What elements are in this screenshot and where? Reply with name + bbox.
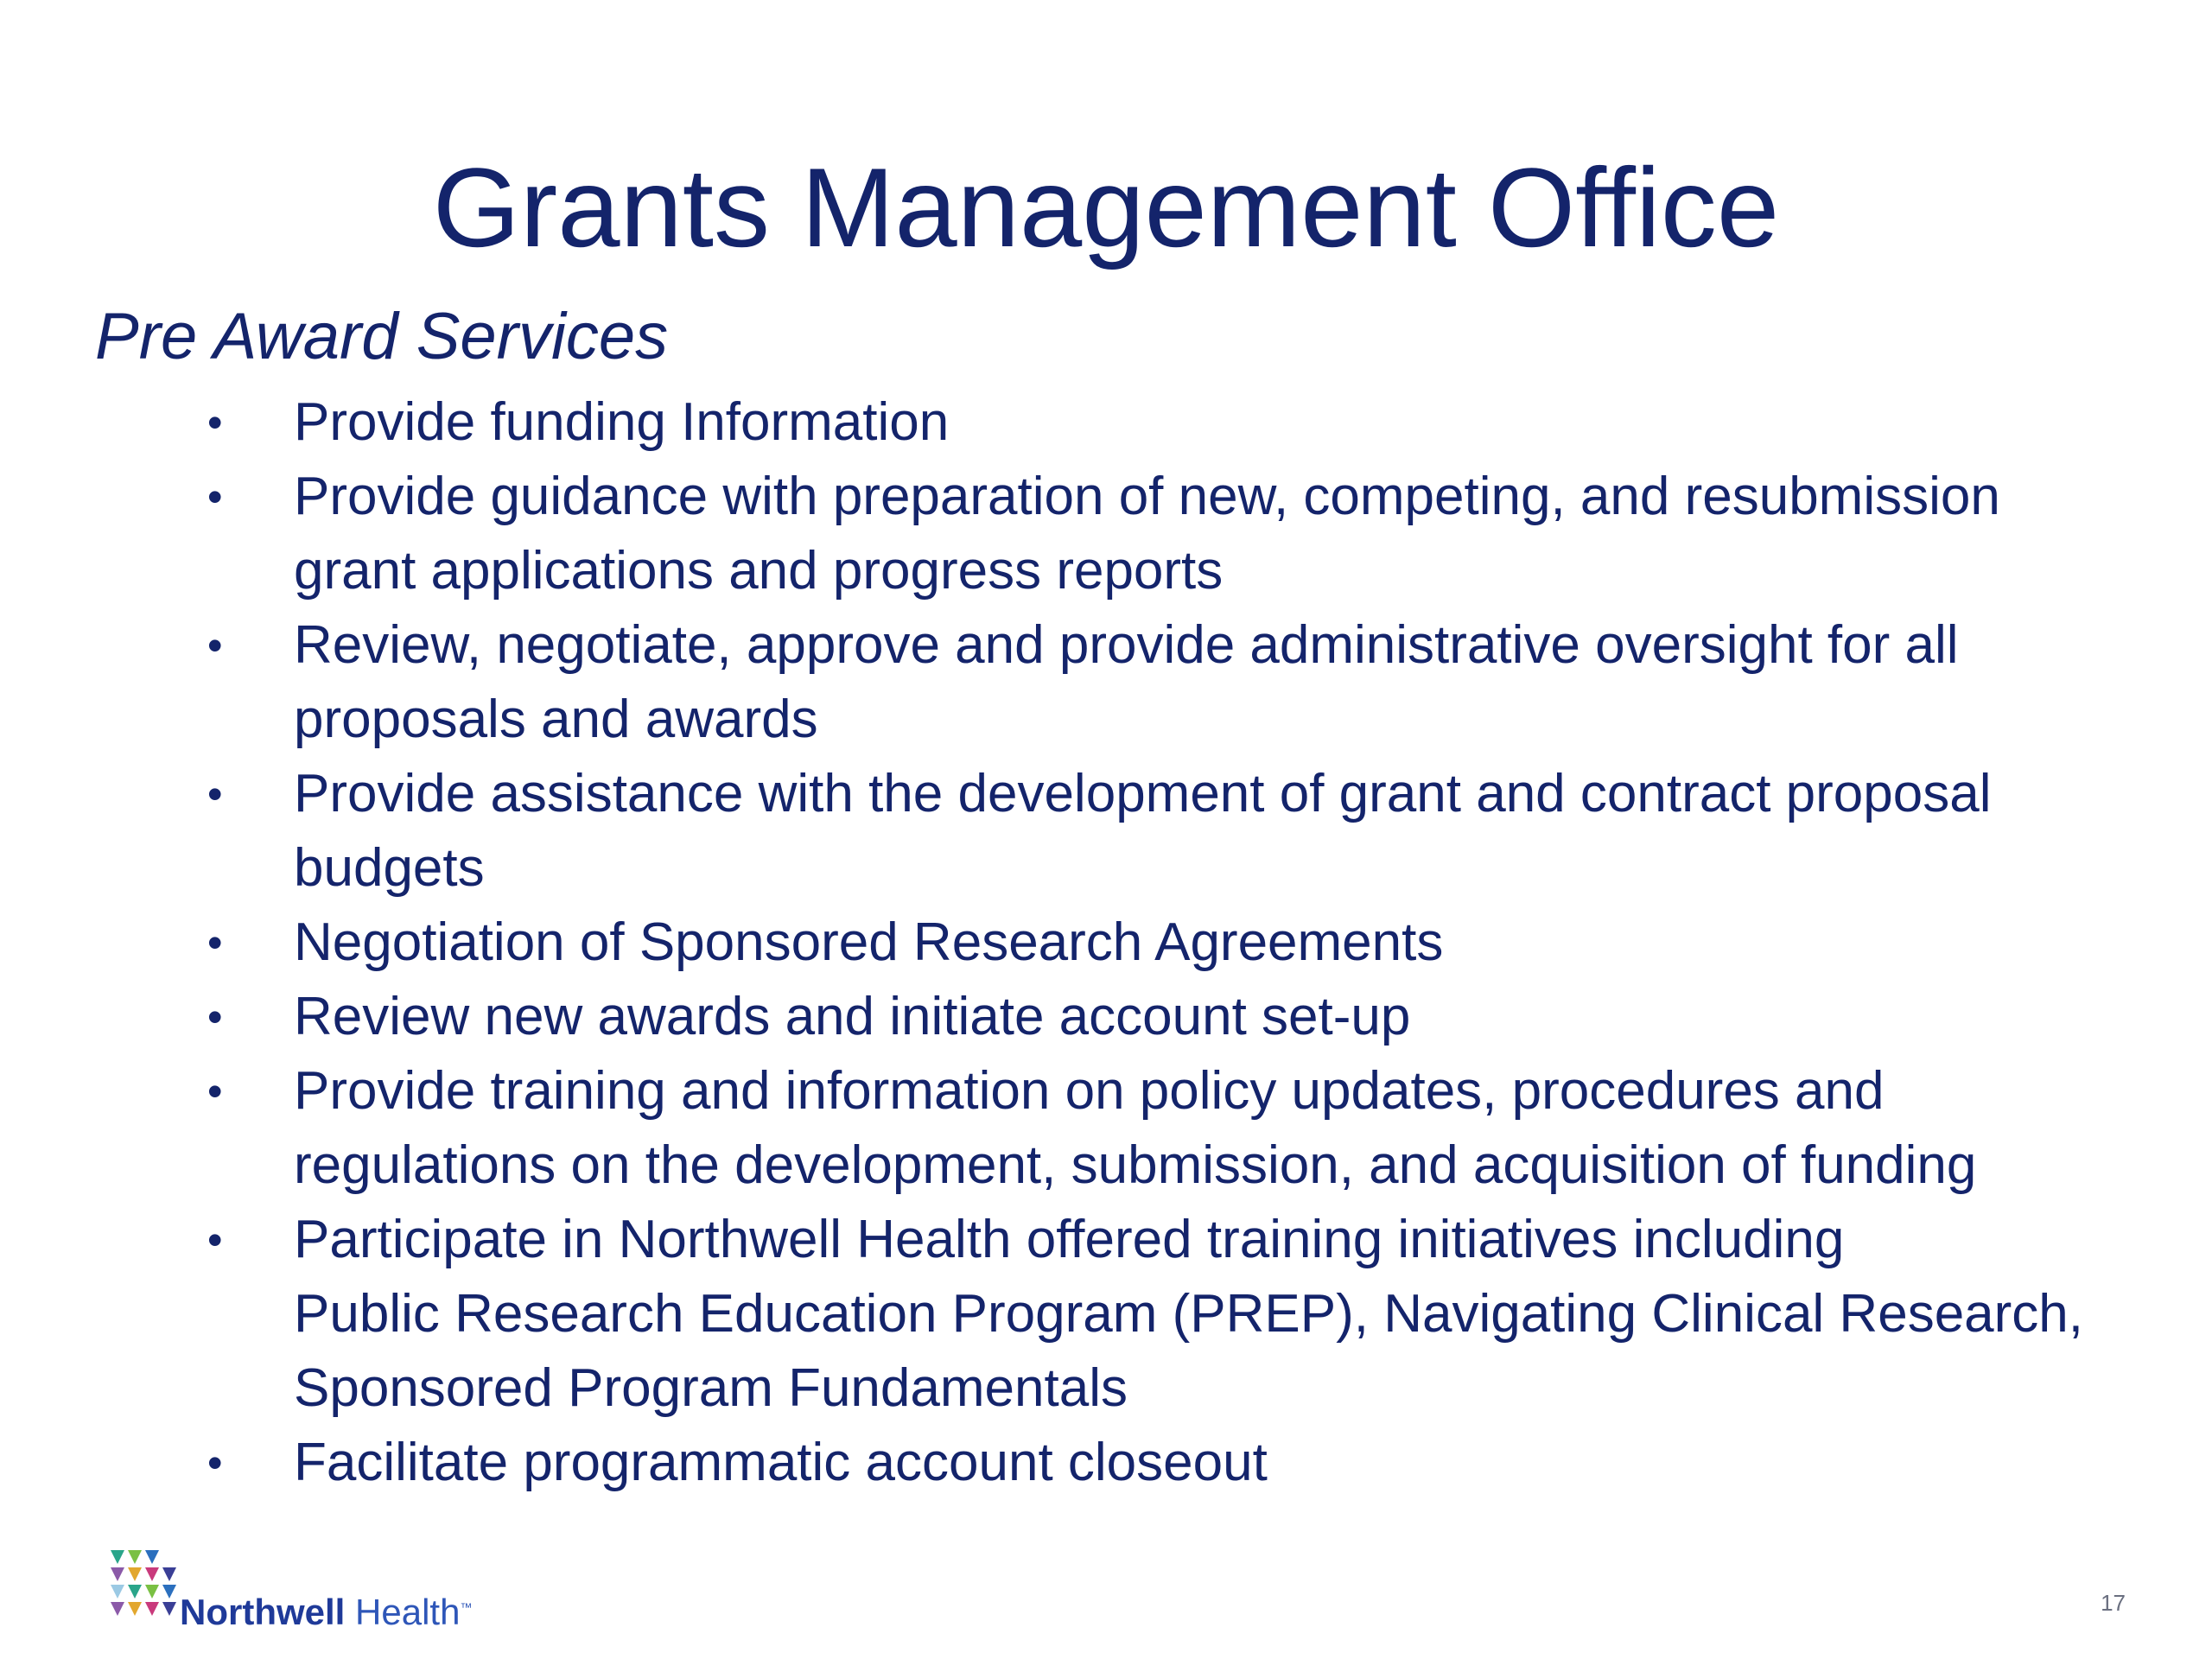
bullet-icon: • xyxy=(207,398,223,447)
logo-triangle xyxy=(111,1602,124,1616)
logo-mosaic-icon xyxy=(111,1519,180,1623)
list-item xyxy=(0,385,2212,460)
list-item-text: Public Research Education Program (PREP), Navigating Clinical Research, xyxy=(294,1284,2084,1344)
logo-triangle xyxy=(111,1550,124,1564)
list-item xyxy=(0,757,2212,906)
list-item-text: regulations on the development, submission, and acquisition of funding xyxy=(294,1135,1977,1195)
list-item-text: proposals and awards xyxy=(294,690,818,749)
list-item-text: Negotiation of Sponsored Research Agreements xyxy=(294,912,1444,972)
northwell-health-logo xyxy=(111,1519,560,1632)
logo-triangle xyxy=(145,1602,159,1616)
logo-triangle xyxy=(145,1567,159,1581)
logo-triangle xyxy=(128,1585,142,1599)
list-item-text: Participate in Northwell Health offered training initiatives including xyxy=(294,1210,1845,1269)
list-item-text: Review, negotiate, approve and provide administrative oversight for all xyxy=(294,615,1959,675)
bullet-icon: • xyxy=(207,1067,223,1116)
bullet-icon: • xyxy=(207,1216,223,1264)
list-item xyxy=(0,906,2212,980)
list-item-text: Review new awards and initiate account set-up xyxy=(294,987,1411,1046)
logo-triangle xyxy=(145,1550,159,1564)
list-item-text: Facilitate programmatic account closeout xyxy=(294,1433,1268,1492)
list-item xyxy=(0,608,2212,757)
page-number: 17 xyxy=(2101,1590,2126,1616)
logo-triangle xyxy=(145,1585,159,1599)
list-item-text: grant applications and progress reports xyxy=(294,541,1224,601)
section-heading: Pre Award Services xyxy=(95,300,669,373)
logo-triangle xyxy=(128,1567,142,1581)
logo-brand-secondary: Health xyxy=(355,1592,461,1632)
bullet-icon: • xyxy=(207,770,223,818)
logo-triangle xyxy=(162,1567,176,1581)
logo-wordmark xyxy=(180,1586,472,1633)
list-item xyxy=(0,1426,2212,1500)
list-item xyxy=(0,980,2212,1054)
logo-brand-primary: Northwell xyxy=(180,1592,346,1632)
bullet-icon: • xyxy=(207,993,223,1041)
logo-triangle xyxy=(111,1567,124,1581)
bullet-list xyxy=(0,385,2212,1500)
bullet-icon: • xyxy=(207,1439,223,1487)
bullet-icon: • xyxy=(207,473,223,521)
logo-triangle xyxy=(111,1585,124,1599)
list-item-text: Provide assistance with the development of grant and contract proposal xyxy=(294,764,1992,823)
slide-title: Grants Management Office xyxy=(432,144,1780,270)
list-item-text: Provide training and information on policy updates, procedures and xyxy=(294,1061,1885,1121)
list-item-text: Sponsored Program Fundamentals xyxy=(294,1358,1128,1418)
logo-triangle xyxy=(128,1602,142,1616)
list-item xyxy=(0,1054,2212,1203)
logo-trademark: ™ xyxy=(460,1600,473,1614)
list-item-text: Provide funding Information xyxy=(294,392,950,452)
logo-triangle xyxy=(128,1550,142,1564)
logo-triangle xyxy=(162,1585,176,1599)
bullet-icon: • xyxy=(207,918,223,967)
list-item xyxy=(0,1203,2212,1426)
logo-triangle xyxy=(162,1602,176,1616)
list-item xyxy=(0,460,2212,608)
bullet-icon: • xyxy=(207,621,223,670)
list-item-text: Provide guidance with preparation of new, competing, and resubmission xyxy=(294,467,2000,526)
list-item-text: budgets xyxy=(294,838,485,898)
